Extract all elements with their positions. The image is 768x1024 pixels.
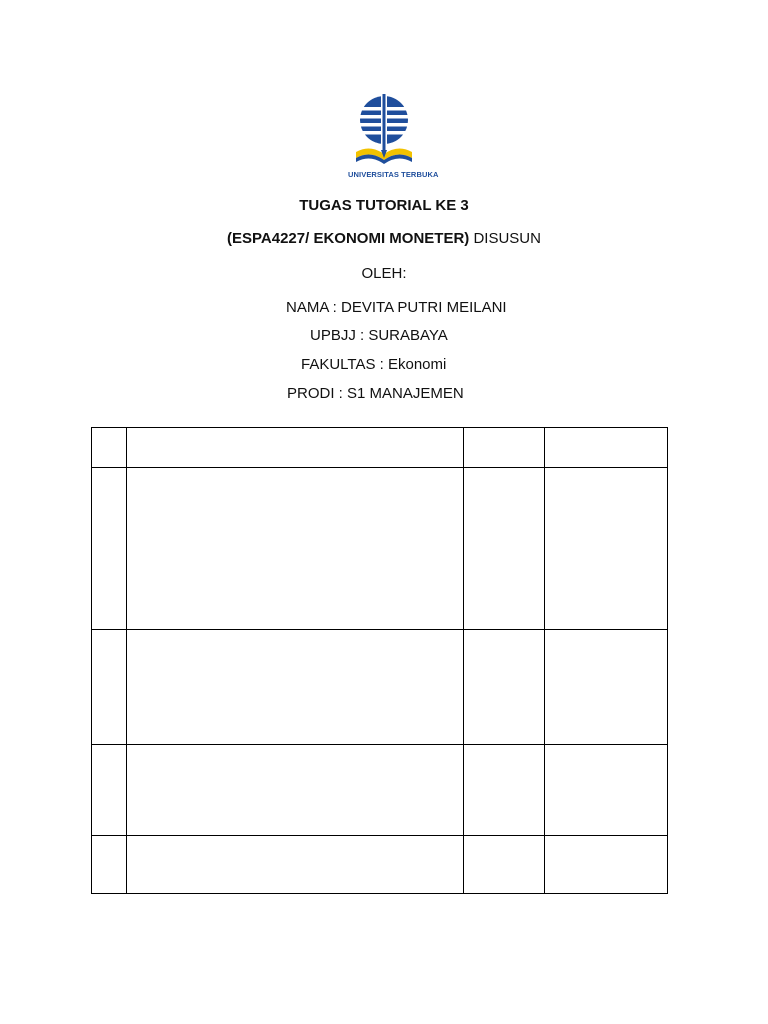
table-row: [92, 745, 668, 836]
table-cell: [464, 745, 544, 836]
table-row: [92, 630, 668, 745]
table-cell: [127, 745, 464, 836]
table-cell: [92, 836, 127, 894]
table-cell: [92, 630, 127, 745]
table-cell: [127, 836, 464, 894]
table-cell: [92, 468, 127, 630]
course-code-name: (ESPA4227/ EKONOMI MONETER): [227, 230, 470, 247]
assignment-title: TUGAS TUTORIAL KE 3: [299, 197, 469, 214]
student-program: PRODI : S1 MANAJEMEN: [287, 385, 464, 402]
student-upbjj: UPBJJ : SURABAYA: [310, 327, 448, 344]
table-cell: [127, 630, 464, 745]
answer-table: [91, 427, 668, 894]
table-cell: [92, 745, 127, 836]
table-cell: [92, 428, 127, 468]
table-cell: [464, 836, 544, 894]
table-cell: [544, 745, 667, 836]
student-name: NAMA : DEVITA PUTRI MEILANI: [286, 299, 507, 316]
course-suffix: DISUSUN: [469, 230, 541, 247]
universitas-terbuka-logo: [348, 92, 439, 184]
course-line: [0, 230, 768, 247]
table-cell: [464, 468, 544, 630]
table-cell: [544, 468, 667, 630]
table-row: [92, 836, 668, 894]
table-cell: [464, 630, 544, 745]
table-row: [92, 428, 668, 468]
university-emblem-icon: [348, 92, 436, 170]
table-cell: [464, 428, 544, 468]
oleh-label: OLEH:: [361, 265, 407, 282]
student-faculty: FAKULTAS : Ekonomi: [301, 356, 447, 373]
table-cell: [544, 630, 667, 745]
table-cell: [127, 468, 464, 630]
logo-caption: UNIVERSITAS TERBUKA: [348, 170, 439, 179]
table-cell: [544, 836, 667, 894]
table-cell: [127, 428, 464, 468]
table-cell: [544, 428, 667, 468]
table-row: [92, 468, 668, 630]
